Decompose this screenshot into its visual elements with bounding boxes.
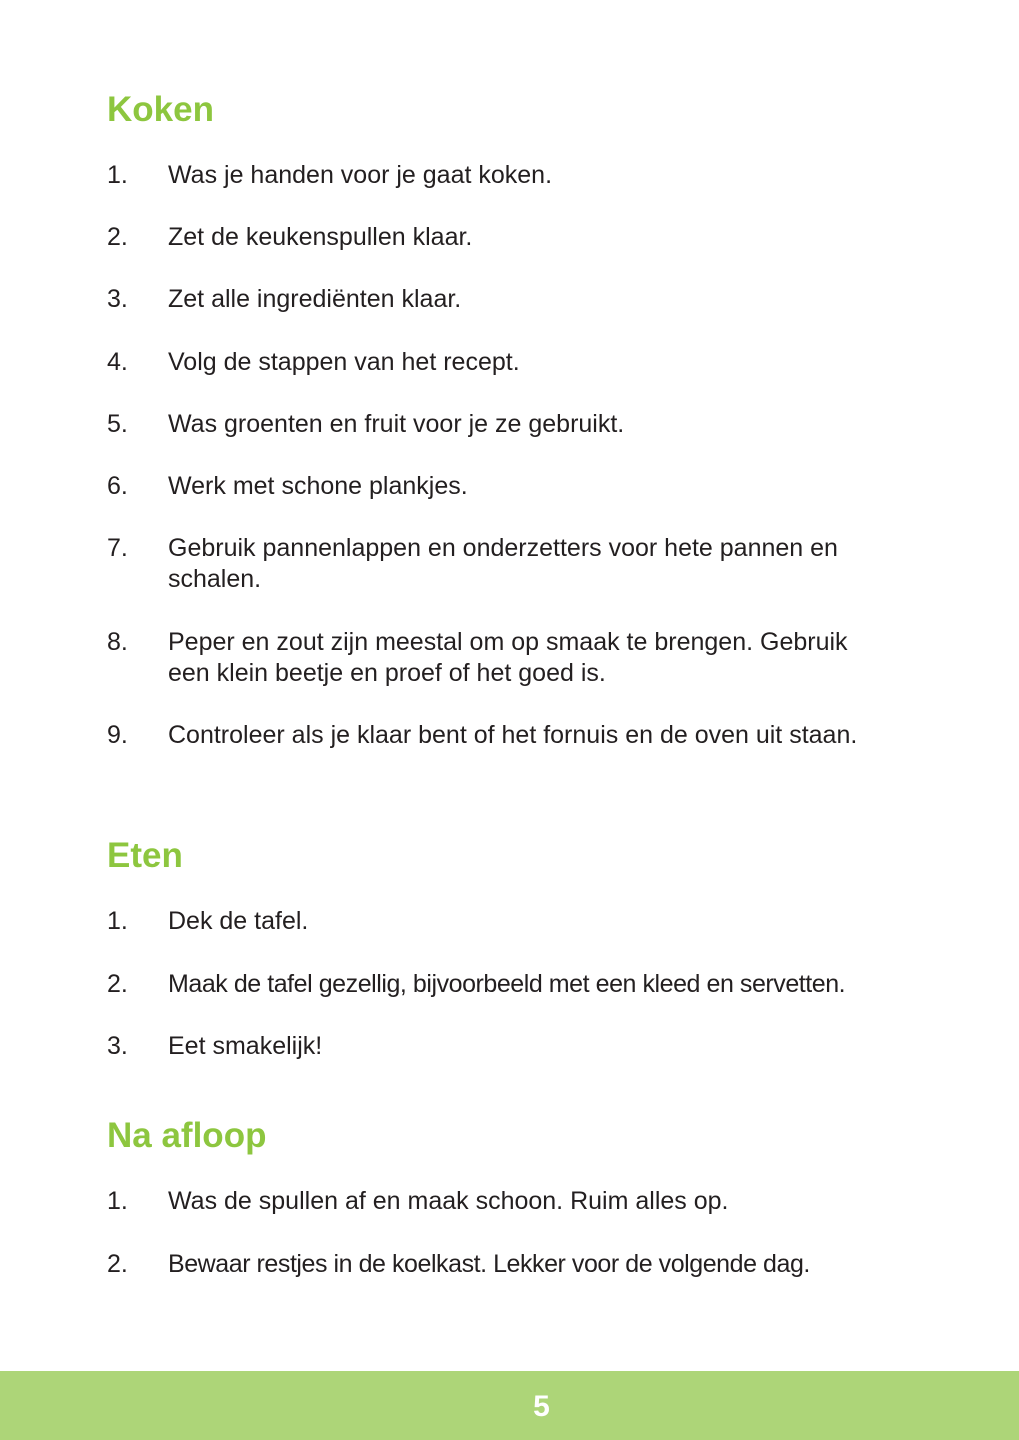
step-number: 3. [107, 1032, 128, 1060]
list-item [107, 409, 937, 440]
list-item [107, 284, 937, 315]
step-text: Gebruik pannenlappen en onderzetters voor hete pannen en schalen. [168, 534, 838, 593]
step-number: 9. [107, 721, 128, 749]
step-text: Controleer als je klaar bent of het fornuis en de oven uit staan. [168, 721, 858, 749]
list-item [107, 533, 937, 595]
section-title-koken: Koken [107, 90, 214, 129]
step-number: 1. [107, 907, 128, 935]
footer-bar [0, 1371, 1019, 1440]
step-text: Dek de tafel. [168, 907, 309, 935]
section-title-na-afloop: Na afloop [107, 1116, 267, 1155]
list-item [107, 471, 937, 502]
step-number: 1. [107, 161, 128, 189]
step-text: Was de spullen af en maak schoon. Ruim alles op. [168, 1187, 729, 1215]
section-koken [107, 90, 937, 749]
step-number: 6. [107, 472, 128, 500]
list-item [107, 1031, 937, 1062]
section-title-eten: Eten [107, 836, 183, 875]
list-item [107, 969, 937, 1000]
step-text: Peper en zout zijn meestal om op smaak te brengen. Gebruik een klein beetje en proef of het goed is. [168, 628, 848, 687]
step-text: Maak de tafel gezellig, bijvoorbeeld met een kleed en servetten. [168, 970, 846, 998]
list-item [107, 720, 937, 751]
step-text: Was groenten en fruit voor je ze gebruikt. [168, 410, 625, 438]
step-number: 2. [107, 1250, 128, 1278]
step-number: 8. [107, 628, 128, 656]
step-number: 2. [107, 223, 128, 251]
list-item [107, 222, 937, 253]
step-text: Eet smakelijk! [168, 1032, 323, 1060]
step-number: 7. [107, 534, 128, 562]
list-item [107, 627, 937, 689]
section-eten [107, 836, 937, 1060]
section-na-afloop [107, 1116, 937, 1278]
step-number: 4. [107, 348, 128, 376]
list-item [107, 1186, 937, 1217]
list-item [107, 906, 937, 937]
step-text: Werk met schone plankjes. [168, 472, 468, 500]
step-number: 5. [107, 410, 128, 438]
step-number: 1. [107, 1187, 128, 1215]
step-text: Was je handen voor je gaat koken. [168, 161, 553, 189]
step-text: Zet alle ingrediënten klaar. [168, 285, 462, 313]
step-text: Bewaar restjes in de koelkast. Lekker voor de volgende dag. [168, 1250, 810, 1278]
list-item [107, 1249, 937, 1280]
step-text: Zet de keukenspullen klaar. [168, 223, 473, 251]
list-item [107, 160, 937, 191]
list-item [107, 347, 937, 378]
step-number: 2. [107, 970, 128, 998]
page-number: 5 [533, 1390, 550, 1423]
step-text: Volg de stappen van het recept. [168, 348, 520, 376]
step-number: 3. [107, 285, 128, 313]
